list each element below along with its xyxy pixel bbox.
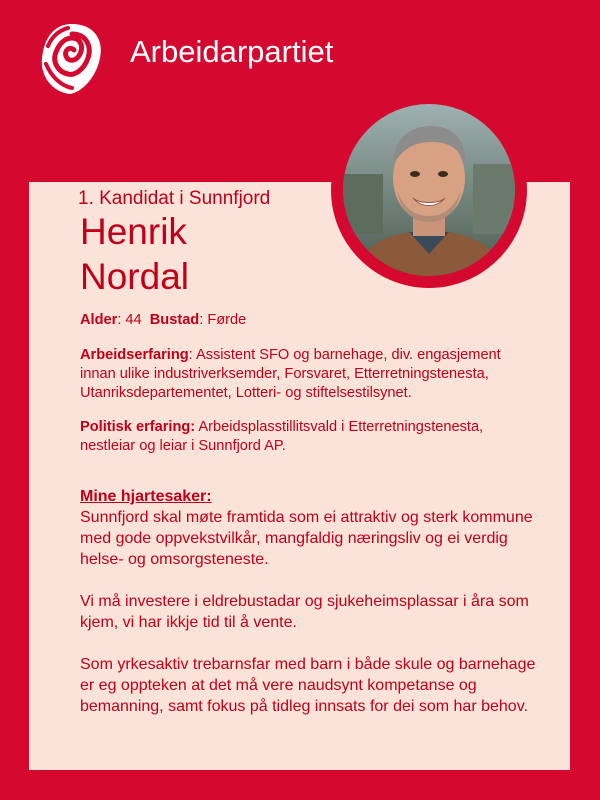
heart-issue-paragraph: Sunnfjord skal møte framtida som ei attraktiv og sterk kommune med gode oppvekstvilkår, mangfaldig næringsliv og ei verdig helse- og omsorgsteneste. bbox=[80, 509, 533, 568]
age-label: Alder bbox=[80, 312, 118, 328]
rose-logo-icon bbox=[38, 20, 106, 96]
candidate-rank: 1. Kandidat i Sunnfjord bbox=[78, 188, 271, 209]
age-home-row bbox=[80, 311, 530, 330]
work-value: : Assistent SFO og barnehage, div. engasjement innan ulike industriverksemder, Forsvaret, Etterretningstenesta, Utanriksdepartementet, Lotteri- og stiftelsestilsynet. bbox=[80, 347, 501, 401]
candidate-last-name: Nordal bbox=[80, 256, 189, 297]
politics-value: Arbeidsplasstillitsvald i Etterretningstenesta, nestleiar og leiar i Sunnfjord AP. bbox=[80, 419, 484, 454]
political-experience bbox=[80, 418, 530, 456]
home-value: : Førde bbox=[199, 312, 247, 328]
politics-label: Politisk erfaring: bbox=[80, 419, 196, 435]
work-experience bbox=[80, 346, 530, 403]
heart-issue-paragraph: Som yrkesaktiv trebarnsfar med barn i både skule og barnehage er eg oppteken at det må vere naudsynt kompetanse og bemanning, samt fokus på tidleg innsats for dei som har behov. bbox=[80, 656, 536, 715]
home-label: Bustad bbox=[149, 312, 200, 328]
heart-issue-paragraph: Vi må investere i eldrebustadar og sjukeheimsplassar i åra som kjem, vi har ikkje tid til å vente. bbox=[80, 593, 529, 631]
heart-issues-title: Mine hjartesaker: bbox=[80, 488, 212, 505]
heart-issues bbox=[80, 486, 540, 738]
candidate-portrait bbox=[343, 104, 515, 276]
work-label: Arbeidserfaring bbox=[80, 347, 189, 363]
candidate-first-name: Henrik bbox=[80, 211, 187, 252]
party-name: Arbeidarpartiet bbox=[130, 34, 334, 69]
age-value: : 44 bbox=[117, 312, 142, 328]
